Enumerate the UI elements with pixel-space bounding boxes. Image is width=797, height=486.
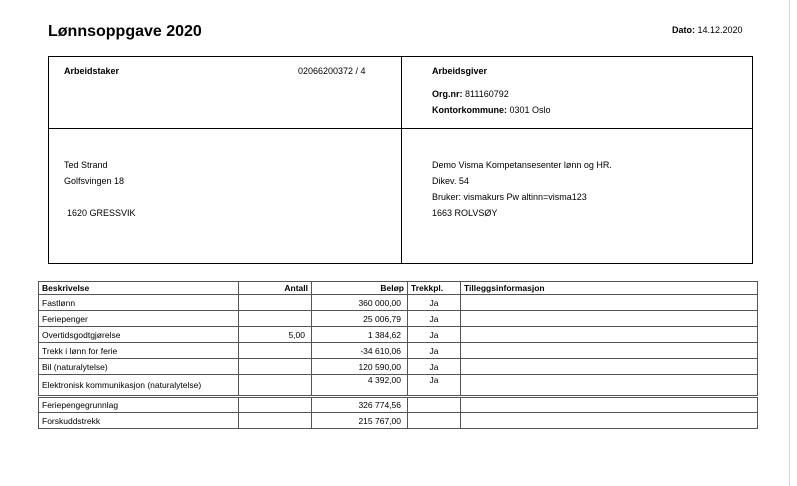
party-info-box [48,56,753,264]
summary-info [461,413,758,429]
row-info [461,359,758,375]
employer-name: Demo Visma Kompetansesenter lønn og HR. [432,160,612,170]
row-desc: Trekk i lønn for ferie [39,343,239,359]
summary-desc: Feriepengegrunnlag [39,397,239,413]
payslip-table [38,281,758,429]
document-date [672,25,743,35]
summary-antall [239,413,312,429]
employer-user: Bruker: vismakurs Pw altinn=visma123 [432,192,587,202]
col-header-belop: Beløp [312,282,408,295]
employer-orgnr [432,89,509,99]
row-desc: Bil (naturalytelse) [39,359,239,375]
table-row [39,359,758,375]
row-info [461,327,758,343]
table-row [39,375,758,397]
row-trekkpl: Ja [408,359,461,375]
summary-row [39,413,758,429]
col-header-beskrivelse: Beskrivelse [39,282,239,295]
row-belop: 360 000,00 [312,295,408,311]
date-value: 14.12.2020 [697,25,743,35]
employee-id: 02066200372 / 4 [298,66,366,76]
summary-row [39,397,758,413]
row-info [461,295,758,311]
summary-info [461,397,758,413]
summary-belop: 215 767,00 [312,413,408,429]
employer-heading: Arbeidsgiver [432,66,488,76]
table-row [39,343,758,359]
row-info [461,343,758,359]
row-desc: Fastlønn [39,295,239,311]
table-header-row [39,282,758,295]
kommune-value: 0301 Oslo [509,105,551,115]
employee-street: Golfsvingen 18 [64,176,125,186]
row-belop: -34 610,06 [312,343,408,359]
employee-postal: 1620 GRESSVIK [67,208,136,218]
orgnr-value: 811160792 [465,89,509,99]
table-row [39,327,758,343]
row-info [461,375,758,397]
summary-antall [239,397,312,413]
col-header-trekkpl: Trekkpl. [408,282,461,295]
info-box-vertical-divider [401,57,402,263]
row-info [461,311,758,327]
page-edge-divider [789,0,790,486]
summary-trekkpl [408,397,461,413]
row-trekkpl: Ja [408,311,461,327]
info-box-horizontal-divider [49,128,752,129]
row-antall [239,311,312,327]
row-antall [239,343,312,359]
row-belop: 1 384,62 [312,327,408,343]
row-trekkpl: Ja [408,375,461,397]
row-belop: 25 006,79 [312,311,408,327]
document-title: Lønnsoppgave 2020 [48,23,202,40]
employer-kommune [432,105,551,115]
row-desc: Feriepenger [39,311,239,327]
summary-trekkpl [408,413,461,429]
row-desc: Overtidsgodtgjørelse [39,327,239,343]
col-header-antall: Antall [239,282,312,295]
employee-heading: Arbeidstaker [64,66,120,76]
row-antall [239,295,312,311]
row-antall: 5,00 [239,327,312,343]
kommune-label: Kontorkommune: [432,105,507,115]
row-desc: Elektronisk kommunikasjon (naturalytelse) [39,375,239,397]
summary-desc: Forskuddstrekk [39,413,239,429]
col-header-tilleggsinfo: Tilleggsinformasjon [461,282,758,295]
date-label: Dato: [672,25,695,35]
row-trekkpl: Ja [408,343,461,359]
row-antall [239,375,312,397]
table-row [39,311,758,327]
row-belop: 4 392,00 [312,375,408,397]
row-antall [239,359,312,375]
row-trekkpl: Ja [408,295,461,311]
row-belop: 120 590,00 [312,359,408,375]
orgnr-label: Org.nr: [432,89,463,99]
table-row [39,295,758,311]
row-trekkpl: Ja [408,327,461,343]
summary-belop: 326 774,56 [312,397,408,413]
employer-postal: 1663 ROLVSØY [432,208,498,218]
employer-street: Dikev. 54 [432,176,469,186]
employee-name: Ted Strand [64,160,108,170]
